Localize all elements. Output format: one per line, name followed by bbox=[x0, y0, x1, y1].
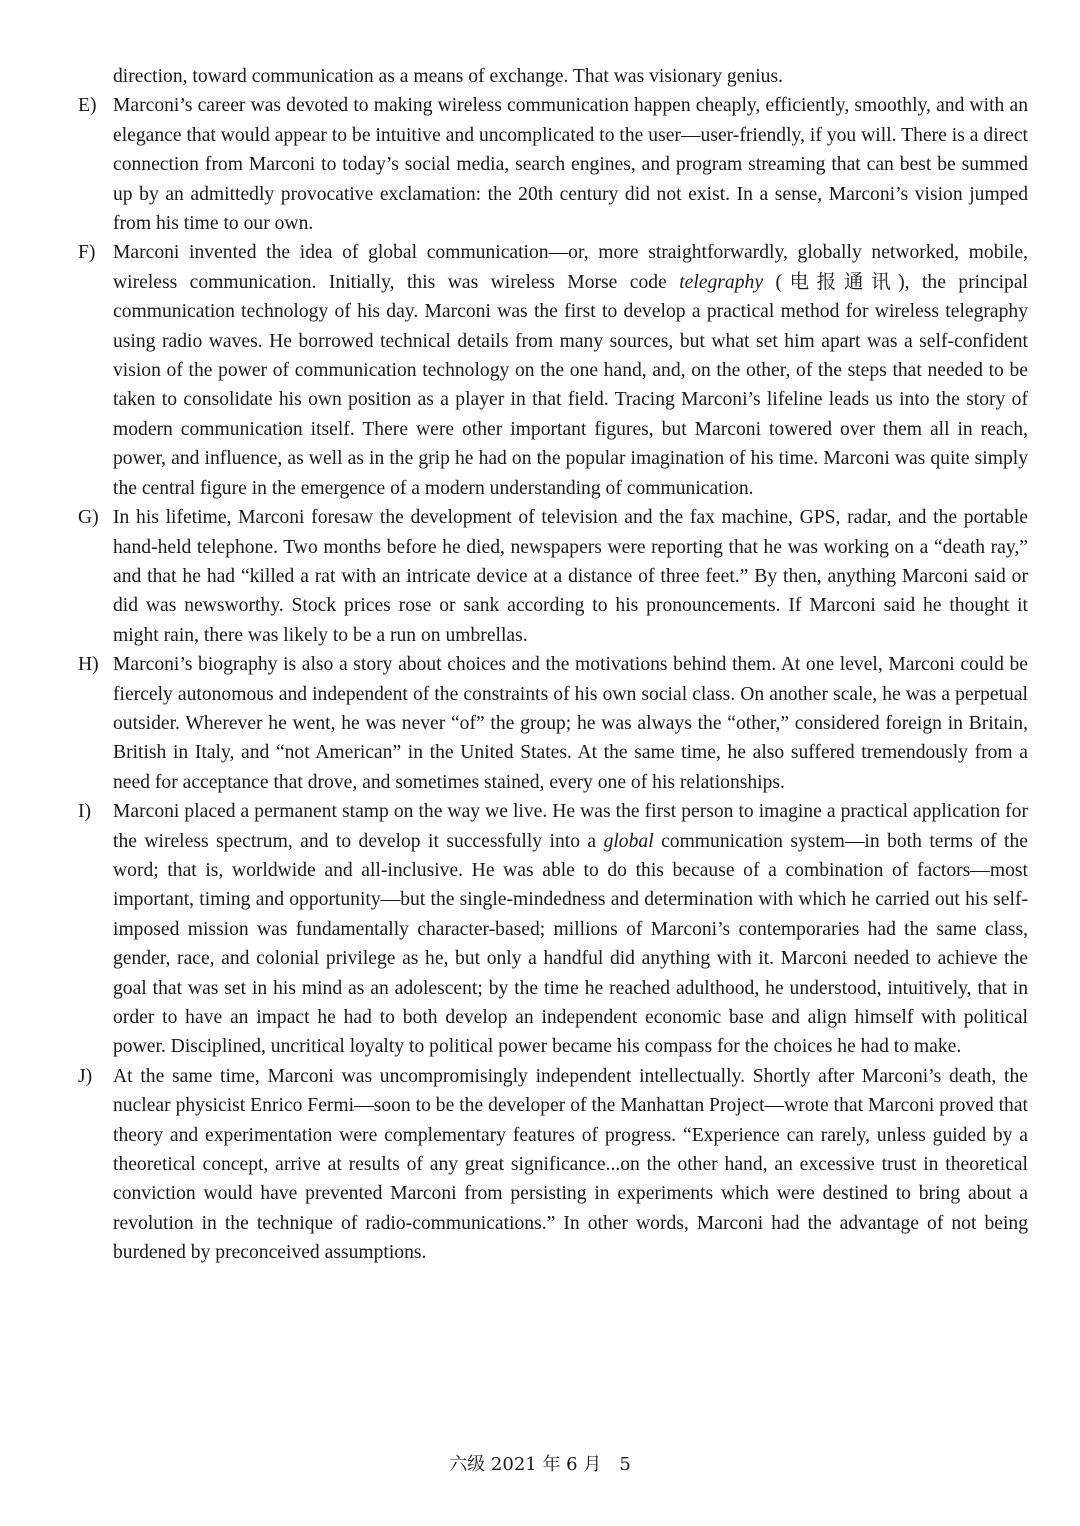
paragraph-marker: I) bbox=[78, 801, 92, 823]
paragraph-text: At the same time, Marconi was uncompromisingly independent intellectually. Shortly after Marconi’s death, the nuclear physicist Enrico Fermi—soon to be the developer of the Manhattan Project—wrote that Marconi proved that theory and experimentation were complementary features of progress. “Experience can rarely, unless guided by a theoretical concept, arrive at results of any great significance...on the other hand, an excessive trust in theoretical conviction would have prevented Marconi from persisting in experiments which were destined to bring about a revolution in the technique of radio-communications.” In other words, Marconi had the advantage of not being burdened by preconceived assumptions. bbox=[113, 1065, 1028, 1264]
paragraph-text-before: Marconi invented the idea of global communication—or, more straightforwardly, globally networked, mobile, wireless communication. Initially, this was wireless Morse code bbox=[113, 242, 1028, 293]
paragraph-marker: H) bbox=[78, 654, 99, 676]
paragraph-i bbox=[0, 797, 1080, 1062]
paragraph-text-after: (电报通讯), the principal communication technology of his day. Marconi was the first to develop a practical method for wireless telegraphy using radio waves. He borrowed technical details from many sources, but what set him apart was a self-confident vision of the power of communication technology on the one hand, and, on the other, of the steps that needed to be taken to consolidate his own position as a player in that field. Tracing Marconi’s lifeline leads us into the story of modern communication itself. There were other important figures, but Marconi towered over them all in reach, power, and influence, as well as in the grip he had on the popular imagination of his time. Marconi was quite simply the central figure in the emergence of a modern understanding of communication. bbox=[113, 271, 1028, 499]
paragraph-text: In his lifetime, Marconi foresaw the development of television and the fax machine, GPS, radar, and the portable hand-held telephone. Two months before he died, newspapers were reporting that he was working on a “death ray,” and that he had “killed a rat with an intricate device at a distance of three feet.” By then, anything Marconi said or did was newsworthy. Stock prices rose or sank according to his pronouncements. If Marconi said he thought it might rain, there was likely to be a run on umbrellas. bbox=[113, 507, 1028, 646]
paragraph-text: Marconi’s biography is also a story about choices and the motivations behind them. At one level, Marconi could be fiercely autonomous and independent of the constraints of his own social class. On another scale, he was a perpetual outsider. Wherever he went, he was never “of” the group; he was always the “other,” considered foreign in Britain, British in Italy, and “not American” in the United States. At the same time, he also suffered tremendously from a need for acceptance that drove, and sometimes stained, every one of his relationships. bbox=[113, 654, 1028, 793]
paragraph-continuation bbox=[0, 62, 1080, 91]
paragraph-h bbox=[0, 650, 1080, 797]
italic-term: global bbox=[603, 830, 654, 852]
paragraph-marker: F) bbox=[78, 242, 96, 264]
paragraph-text-after: communication system—in both terms of the word; that is, worldwide and all-inclusive. He was able to do this because of a combination of factors—most important, timing and opportunity—but the single-mindedness and determination with which he carried out his self-imposed mission was fundamentally character-based; millions of Marconi’s contemporaries had the same class, gender, race, and colonial privilege as he, but only a handful did anything with it. Marconi needed to achieve the goal that was set in his mind as an adolescent; by the time he reached adulthood, he understood, intuitively, that in order to have an impact he had to both develop an independent economic base and align himself with political power. Disciplined, uncritical loyalty to political power became his compass for the choices he had to make. bbox=[113, 830, 1028, 1058]
paragraph-marker: J) bbox=[78, 1065, 93, 1087]
paragraph-text: direction, toward communication as a means of exchange. That was visionary genius. bbox=[113, 66, 783, 87]
paragraph-text-before: Marconi placed a permanent stamp on the way we live. He was the first person to imagine a practical application for the wireless spectrum, and to develop it successfully into a bbox=[113, 801, 1028, 852]
article-body bbox=[0, 62, 1080, 1268]
paragraph-marker: G) bbox=[78, 507, 99, 529]
paragraph-marker: E) bbox=[78, 95, 97, 117]
paragraph-f bbox=[0, 238, 1080, 503]
footer-text: 六级 2021 年 6 月 5 bbox=[449, 1454, 631, 1475]
italic-term: telegraphy bbox=[679, 271, 764, 293]
paragraph-j bbox=[0, 1062, 1080, 1268]
paragraph-text: Marconi’s career was devoted to making wireless communication happen cheaply, efficiently, smoothly, and with an elegance that would appear to be intuitive and uncomplicated to the user—user-friendly, if you will. There is a direct connection from Marconi to today’s social media, search engines, and program streaming that can best be summed up by an admittedly provocative exclamation: the 20th century did not exist. In a sense, Marconi’s vision jumped from his time to our own. bbox=[113, 95, 1028, 235]
paragraph-e bbox=[0, 91, 1080, 238]
page-footer bbox=[0, 1450, 1080, 1476]
paragraph-g bbox=[0, 503, 1080, 650]
